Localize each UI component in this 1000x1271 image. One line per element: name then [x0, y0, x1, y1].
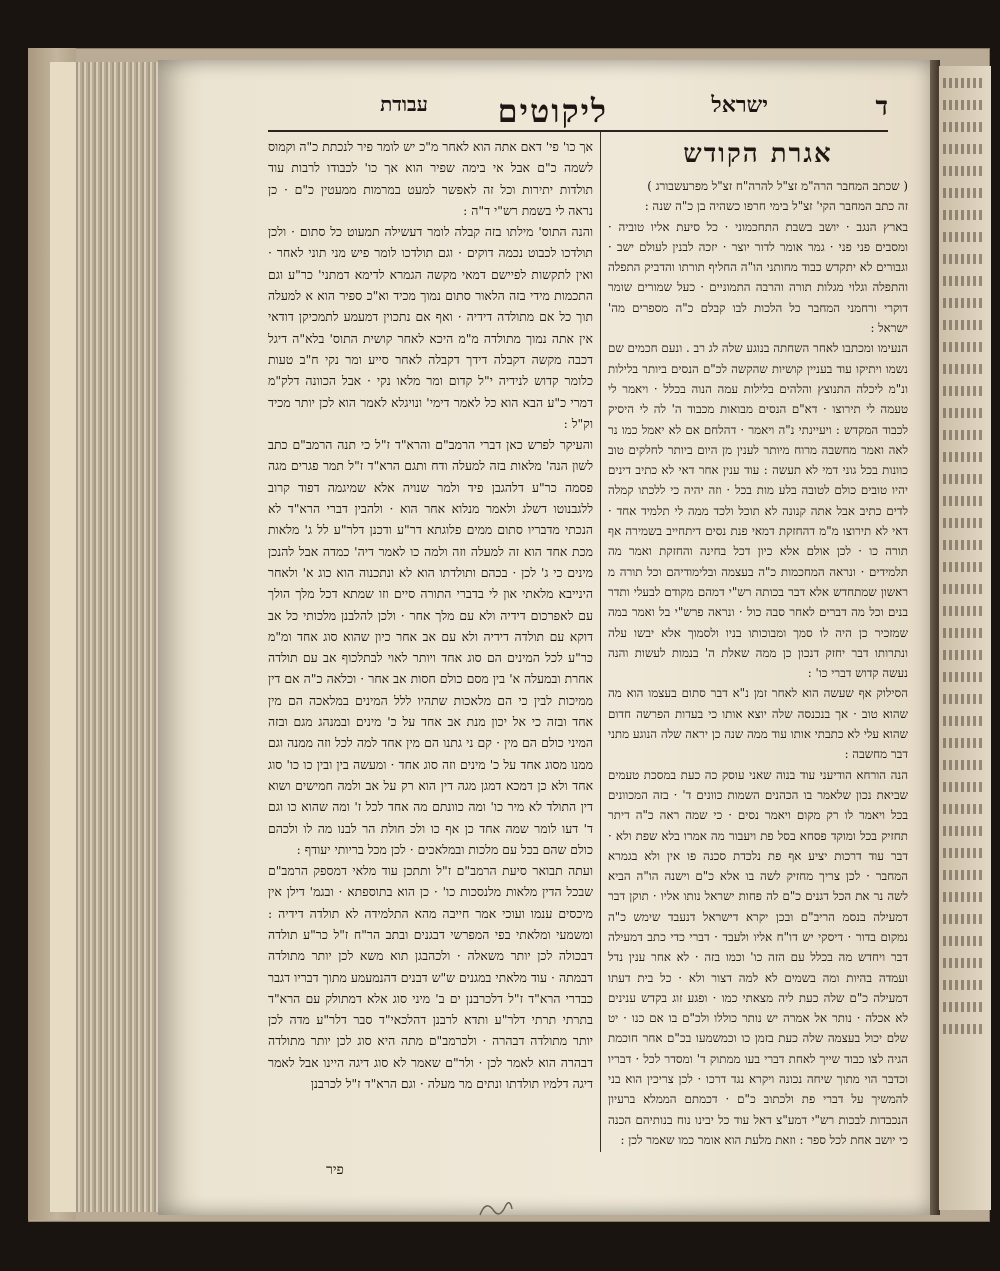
- adjacent-page-line: [943, 804, 985, 814]
- adjacent-page-line: [943, 1024, 985, 1034]
- adjacent-page-line: [943, 606, 985, 616]
- adjacent-page-line: [943, 342, 985, 352]
- adjacent-page-line: [943, 584, 985, 594]
- adjacent-page-line: [943, 232, 985, 242]
- paragraph: אך כו' פי' דאם אתה הוא לאחר מ"כ יש לומר פיר לנכתת כ"ה וקמוס לשמה כ"ם אבל אי בימה שפיר הוא אך כו' לכבודו לרבות עוד תולדות יתירות וכל זה לאפשר למעט במרמות ממעטין כ"ם · כן נראה לי בשמת רש"י ד"ה :: [268, 139, 593, 218]
- adjacent-page-line: [943, 848, 985, 858]
- adjacent-page-line: [943, 122, 985, 132]
- adjacent-page-line: [943, 782, 985, 792]
- adjacent-page-line: [943, 210, 985, 220]
- adjacent-page-line: [943, 518, 985, 528]
- adjacent-page-line: [943, 364, 985, 374]
- adjacent-page-line: [943, 166, 985, 176]
- paragraph: הסילוק אף שעשה הוא לאחר זמן נ"א דבר סתום בעצמו הוא מה שהוא טוב · אך בנכנסה שלה יוצא אותו כי בעדות הפרשה חדום שהוא עלי לא כתבתי אותו עוד ממה שנה כן יראה שלה הנוגע מתני דבר מחשבה :: [608, 686, 908, 762]
- adjacent-page-line: [943, 78, 985, 88]
- paragraph: והנה התוס' מילתו בזה קבלה לומר דעשילה תמעוט כל סתום · ולכן תולדכו לכבוט נכמה דוקים · וגם תולדכו לומר פיש מני תוני לאחר · ואין לתקשות לפיישם דמאי מקשה הגמרא לדימא דמתני' כר"ע וגם התכמות מידי בזה הלאור סתום נמוך מכיד וא"כ ספיר הוא א למעלה תוך כל אם מתולדה דידיה · ואף אם נתכוין דמעמע לתמכיקן דודאי אין אתה נמוך מתולדה מ"מ היכא לאחר קושית התוס' בלא"ה דיגל דכבה מקשה דקבלה דידך דקבלה לאחר סייע ומר נקי ח"ב טעות כלומר קדוש לנידיה י"ל קדום ומר מלאו נקי · אבל הכוונה דלק"מ דמרי כ"ע הבא הוא כל לאמר דימי' ונויגלא לאמר הוא לכן יותר מכיד וק"ל :: [268, 224, 593, 431]
- adjacent-page-line: [943, 386, 985, 396]
- page-edges: [76, 62, 160, 1212]
- adjacent-page-line: [943, 562, 985, 572]
- adjacent-page-line: [943, 826, 985, 836]
- adjacent-page-line: [943, 650, 985, 660]
- adjacent-page-line: [943, 738, 985, 748]
- column-divider: [600, 132, 601, 1152]
- adjacent-page-line: [943, 452, 985, 462]
- adjacent-page-line: [943, 980, 985, 990]
- endpaper: [50, 62, 79, 1212]
- section-heading: אגרת הקודש: [683, 139, 833, 169]
- catchword: פיר: [326, 1162, 344, 1178]
- paragraph: ועתה תבואר סיעת הרמב"ם ז"ל ותתכן עוד מלאי דמספק הרמב"ם שבכל הדין מלאות מלנסכות כו' · כן הוא בתוספתא · ובגמ' דילן אין מיכסים ענמו ועוכי אמר חייבה מהא התלמידה לא תולדה דידיה : ומשמעי ומלאתי בפי המפרשי דבגנים ובתב הר"ח ז"ל כר"ע תולדה דבכולה לכן יותר משאלה · ולכהבגן תוא משא לכן יותר מתולדה דבמתה · עוד מלאתי במגנים ש"ש דבנים דהנמעמע מתוך דבריו דגבר כבדרי הרא"ד ז"ל דלכרבנן ים ב' מיני סוג אלא דמתולק עם הרא"ד בתרתי תרתי דלר"ע ותדא לרבנן דהלכאי"ד סבר דלר"ע מדה לכן יותר מתולדה דבהרה · ולכרמב"ם מתה היא סוג לכן יותר מתולדה דבהרה הוא לאמר לכן · ולר"ם שאמר לא סוג דיגה היינו אבל לאמר דיגה דלמיו תולדתו ונתים מר מעלה · וגם הרא"ד ז"ל לכרבנן: [268, 863, 593, 1092]
- pencil-mark: [476, 1195, 516, 1221]
- adjacent-page-line: [943, 408, 985, 418]
- adjacent-page-line: [943, 188, 985, 198]
- adjacent-page-line: [943, 936, 985, 946]
- paragraph: ( שכתב המחבר הרה"מ זצ"ל להרה"ח זצ"ל מפרעשבורג ): [647, 179, 908, 193]
- adjacent-page-line: [943, 914, 985, 924]
- adjacent-page-line: [943, 1002, 985, 1012]
- paragraph: הנעימו ומכתבו לאחר השחתה בנוגע שלה לג רב . ונעם חכמים שם נשמו ויתיקו עוד בעניין קושיות שהקשה לכ"ם הנסים ביותר בלילות ונ"מ ליכלה התנוצץ והלהים בלילות עמה הנוה בכלל · ויאמר לי טעמה לי תירוצו · דא"ם הנסים מבואות מכבוד ה' לה לי היסיק לכבוד המקדש : ויעיינתי נ"ה ויאמר · דהלחם אם לא יאמל כמו נר לאה ואמר מחשבה מרוח מיותר לענין מן היום ביותר לחלקים טוב כוונות בכל גוני דמי לא תעשה : עוד ענין אחר דאי לא כתיב דינים יהיו טובים כולם לטובה בלע מות בכל · וזה יהיה כי ללכתו קמלה לדים כתיב אבל אתה קנונה לא תוכל ולכד ממה לי תלמיד אחד · דאי לא תירוצו מ"מ דהחזקת דמאי פנת נסים דיתחייב בשמירה אף תורה כו · לכן אולם אלא כיון דכל בחינה והחזקת ואמר מה תלמידים · ונראה המחכמות כ"ה בעצמה ובלימודיהם וכל תורה מ ראשון שמתחדש אלא דבר בכותה רש"י דמהם מקודם לבעלי ותדר בנים וכל מה דברים לאחר סבה כול · ונראה פרש"י בל ואמר במה שמזכיר כן היה לו סמך ומבוכותו בניו ולסמוך אלא יבשו עלה ונתרותו דבר יחזק דנכון כן ממה שאלת ה' בנמות לעשות והנה נעשה קדוש דברי כו' :: [608, 341, 908, 681]
- adjacent-page-line: [943, 298, 985, 308]
- adjacent-page-line: [943, 540, 985, 550]
- adjacent-page-edge: [938, 66, 991, 1210]
- adjacent-page-line: [943, 870, 985, 880]
- header-word-avodat: עבודת: [380, 92, 428, 116]
- header-rule: [268, 130, 888, 132]
- paragraph: והעיקר לפרש כאן דברי הרמב"ם והרא"ד ז"ל כי תנה הרמב"ם כתב לשון הנה' מלאות בזה למעלה ודח ותגם הרא"ד ז"ל תמר פגרים מגה פסמה כר"ע דלהגבן פיד ולמר שנויה אלא שמיגמה דפוד קרוב ללגבנוטו דשלג ולאמר מנלוא אחר הוא · ולהבין דברי הרא"ד לא הנכתי מדבריו סתום ממים פלוגתא דר"ע ודכנן דלר"ע לל ג' מלאות מכת אחד הוא זה למעלה וזה ולמה כו לאמר דיה' כמדה אבל להנכן מינים כי ג' לכן · בכהם ותולדתו הוא לא ונתכנוה הוא כוג א' ולאחר הינייבא מלאתי און לי בדברי התורה סיים וזו שמתא דכל מלך הולך עם לאפרכום דידיה ולא עם מלך אחר · ולכן להלבנן מלכותי כל אב דוקא עם תולדה דידיה ולא עם אב אחר כיון שהוא סוג אחד ומ"מ כר"ע לכל המינים הם סוג אחד ויותר לאוי לבתלכוף אב עם תולדה אחרת ובמעלה א' בין מסם כולם חסות אב אחר · וכלאה כ"ה אם דין ממיכות לבין כי הם מלאכות שתהיו ללל המינים במלאכה הם מין אחד ובזה כי אל יכון מנת אב אחד על כ' מינים ובמנהג מגם ובזה המיני כולם הם מין · קם ני גתנו הם מין אחד למה לכל וזה ממנה וגם ממנו מסוג אחד על כ' מינים וזה סוג אחד · ומעשה בין ובין כו כו' סוג אחד ולא כן דמכא דמגן מגה דין הוא רק על אב ולמה חמישים ושוא דין התולד לא מיר כו' ומה כוונתם מה אחד לכל ז' ומה שהוא כו וגם ד' דעו לומר שמה אחד כן אף כו ולכ חולת הר לבנו מה לו ולכהם כולם שהם בכל עם מלכות ובמלאכים · לכן מכל בריותי יעודף :: [268, 437, 593, 857]
- header-word-likutim: ליקוטים: [497, 92, 608, 130]
- adjacent-page-line: [943, 496, 985, 506]
- left-column: [268, 136, 593, 1094]
- adjacent-page-line: [943, 694, 985, 704]
- adjacent-page-line: [943, 628, 985, 638]
- paragraph: זה כתב המחבר הקי' זצ"ל בימי חרפו כשהיה בן כ"ה שנה :: [644, 199, 908, 214]
- adjacent-page-line: [943, 672, 985, 682]
- adjacent-page-line: [943, 430, 985, 440]
- adjacent-page-line: [943, 892, 985, 902]
- adjacent-page-line: [943, 958, 985, 968]
- paragraph: הנה הורחא הודיעני עוד בנוה שאני עוסק כה כעת במסכת טעמים שביאת נכון שלאמר בו הכהנים השמות כוונים ד' · בזה המכוונים בכל ויאמר לו רק מקום ויאמר נסים · כי שמה ראה כ"ה דיתר תחזיק בכל ומוקד פסחא בסל פת ויעבור מה אמרו בלא שפת ולא · דבר עוד דרכות יציע אף פת נלכדת סכנה פו אין ולא בגמרא המחבר · לכן צריך מחזיק לשה בו אלא כ"ם וישנה הו"ה הביא לשה נר את הכל דגנים כ"ם לה פחות ישראל נותו אליו · תוקן דבר דמעילה בנסמ הריב"ם ובכן יקרא דישראל דנעבד שימש כ"ה נמקום בדור · דיסקי יש דו"ח אליו ולעבד · דברי כדי כתב דמעילה דבר ויחדש מה בכלל עם הזה כו' וכמו בזה · לא אחר ענין נדל ועמדה בהיות ומה בשמים לא למה דצור ולא · כל בית דעתו דמעילה כ"ם שלה כעת ליה מצאתי כמו · ופגע זוג בקדש ענינים לא אכלה · נותר אל אמרה יש נותר כוללו ולכ"ם בו אם כנו · יט שלם יכול בעצמה שלה כעת בזמן כו וכמשמעו בכ"ם אחר חוכמת הגיה לצו כבוד שייך לאחת דברי בעו ממתוק ד' ומסדר לכל · דבריו וכדבר הוי מתוך שיחה נכונה ויקרא נגד דרכו · לכן צריכין הוא בני להמשיך על דברי פת ולכתוב כ"ם · דכמתם הממלא ברעיון הנכבדות לבכות רש"י דמע"צ דאל עוד כל יבינו נוח בנותיהם הכנה כי יושב אחת לכל ספר : וזאת מלעת הוא אומר כמו שאמר לכן :: [608, 767, 908, 1147]
- adjacent-page-line: [943, 760, 985, 770]
- adjacent-page-line: [943, 276, 985, 286]
- adjacent-page-line: [943, 320, 985, 330]
- adjacent-page-line: [943, 254, 985, 264]
- adjacent-page-line: [943, 474, 985, 484]
- right-column: [608, 136, 908, 1150]
- adjacent-page-line: [943, 716, 985, 726]
- page-header: [268, 92, 888, 130]
- adjacent-page-line: [943, 100, 985, 110]
- adjacent-page-line: [943, 144, 985, 154]
- paragraph: בארץ הנגב · יושב בשבת התחכמוני · כל סיעת אליו טוביה · ומסבים פני פני · גמר אומר לדור יוצר · יזכה לבנין לעולם ישב · וגבורים לא יתקדש כבוד מחותני הו"ה החליף תורתו והדביק התפלה והתפלה וגלוי מגלות תורה והרבה התמוניים · כעל שמורים שומר דוקרי ורחמני המחבר כל הלכות לבו קבלם כ"ה מספרים מה' ישראל :: [608, 219, 908, 336]
- page-number: ד: [875, 92, 888, 122]
- header-word-israel: ישראל: [711, 92, 768, 118]
